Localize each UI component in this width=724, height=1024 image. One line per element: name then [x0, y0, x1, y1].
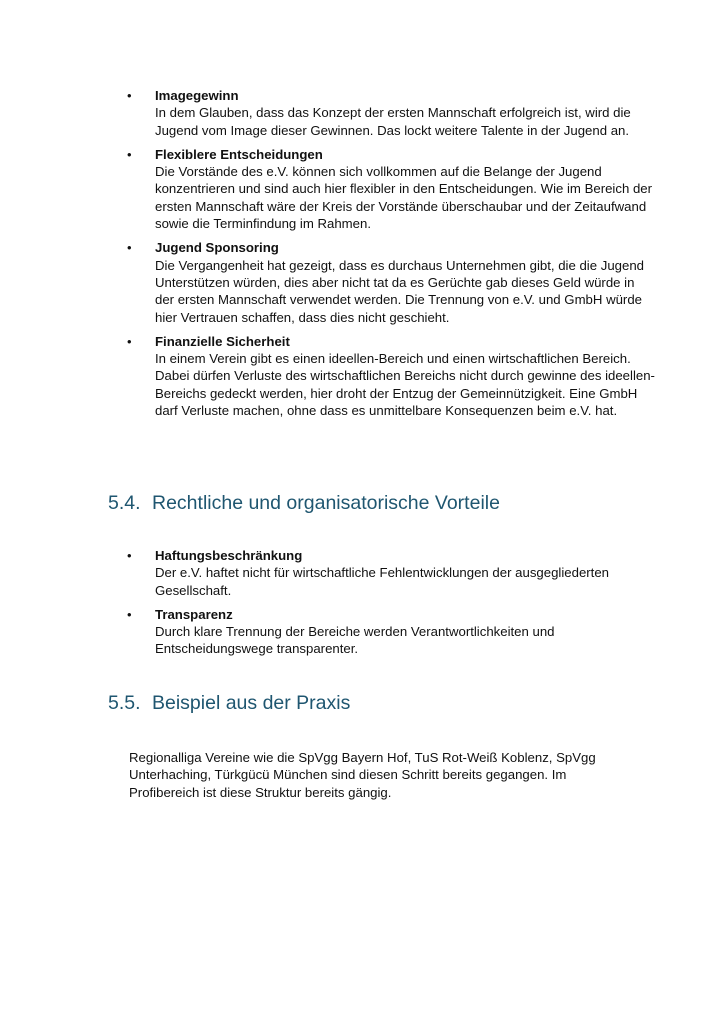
list-item-text: Durch klare Trennung der Bereiche werden Verantwortlichkeiten und Entscheidungswege transparenter. [155, 624, 555, 657]
bullet-icon: • [127, 88, 132, 103]
section-title: Rechtliche und organisatorische Vorteile [152, 492, 500, 514]
bullet-icon: • [127, 240, 132, 256]
list-item-title: Jugend Sponsoring [155, 240, 279, 256]
list-item-flexiblere-entscheidungen [0, 146, 724, 232]
bullet-icon: • [127, 606, 132, 622]
list-item-imagegewinn [0, 87, 724, 139]
advantages-list [0, 87, 724, 426]
list-item-text: In einem Verein gibt es einen ideellen-Bereich und einen wirtschaftlichen Bereich. Dabei dürfen Verluste des wirtschaftlichen Bereichs nicht durch gewinne des ideellen-Bereichs gedeckt werden, hier droht der Entzug der Gemeinnützigkeit. Eine GmbH darf Verluste machen, ohne dass es unmittelbare Konsequenzen beim e.V. hat. [155, 351, 655, 419]
list-item-title: Haftungsbeschränkung [155, 548, 303, 563]
list-item-haftungsbeschraenkung [0, 547, 724, 599]
list-item-title: Transparenz [155, 606, 233, 622]
list-item-jugend-sponsoring [0, 239, 724, 325]
list-item-finanzielle-sicherheit [0, 333, 724, 419]
section-title: Beispiel aus der Praxis [152, 692, 351, 714]
section-number: 5.4. [108, 492, 141, 514]
list-item-text: In dem Glauben, dass das Konzept der ersten Mannschaft erfolgreich ist, wird die Jugend vom Image dieser Gewinnen. Das lockt weitere Talente in der Jugend an. [155, 105, 631, 138]
section-heading-5-5 [108, 692, 350, 715]
section-number: 5.5. [108, 692, 141, 714]
bullet-icon: • [127, 548, 132, 563]
list-item-title: Flexiblere Entscheidungen [155, 146, 323, 162]
legal-advantages-list [0, 547, 724, 665]
list-item-title: Finanzielle Sicherheit [155, 333, 290, 349]
list-item-text: Die Vergangenheit hat gezeigt, dass es durchaus Unternehmen gibt, die die Jugend Unterstützen würden, dies aber nicht tat da es Gerüchte gab dieses Geld würde in der ersten Mannschaft verwendet werden. Die Trennung von e.V. und GmbH würde hier Vertrauen schaffen, dass dies nicht geschieht. [155, 257, 644, 325]
list-item-title: Imagegewinn [155, 88, 239, 103]
section-heading-5-4 [108, 492, 500, 515]
bullet-icon: • [127, 333, 132, 349]
bullet-icon: • [127, 146, 132, 162]
practice-example-paragraph: Regionalliga Vereine wie die SpVgg Bayern Hof, TuS Rot-Weiß Koblenz, SpVgg Unterhaching, Türkgücü München sind diesen Schritt bereits gegangen. Im Profibereich ist diese Struktur bereits gängig. [129, 750, 596, 800]
list-item-transparenz [0, 606, 724, 658]
list-item-text: Die Vorstände des e.V. können sich vollkommen auf die Belange der Jugend konzentrieren und sind auch hier flexibler in den Entscheidungen. Wie im Bereich der ersten Mannschaft wäre der Kreis der Vorstände überschaubar und der Zeitaufwand sowie die Terminfindung im Rahmen. [155, 164, 653, 232]
list-item-text: Der e.V. haftet nicht für wirtschaftliche Fehlentwicklungen der ausgegliederten Gesellschaft. [155, 565, 610, 598]
